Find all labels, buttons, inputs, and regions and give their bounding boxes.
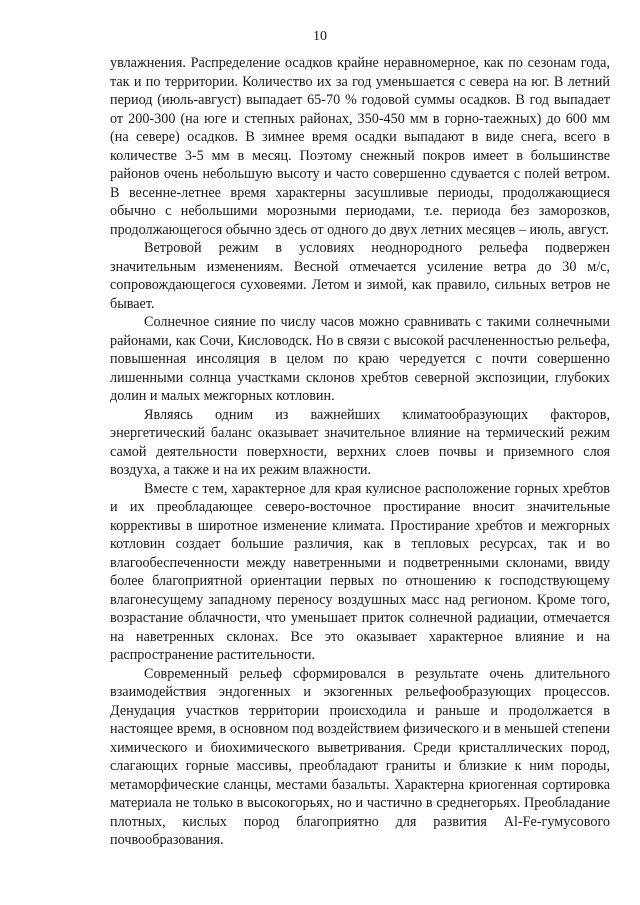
paragraph-sunshine: Солнечное сияние по числу часов можно сравнивать с такими солнечными районами, как Сочи, Кисловодск. Но в связи с высокой расчлененностью рельефа, повышенная инсоляция в целом по краю чередуется с почти совершенно лишенными солнца участками склонов хребтов северной экспозиции, глубоких долин и малых межгорных котловин. xyxy=(110,314,610,404)
body-text xyxy=(110,54,610,850)
paragraph-precipitation: увлажнения. Распределение осадков крайне неравномерное, как по сезонам года, так и по территории. Количество их за год уменьшается с севера на юг. В летний период (июль-август) выпадает 65-70 % годовой суммы осадков. В год выпадает от 200-300 (на юге и степных районах, 350-450 мм в горно-таежных) до 600 мм (на севере) осадков. В зимнее время осадки выпадают в виде снега, всего в количестве 3-5 мм в месяц. Поэтому снежный покров имеет в большинстве районов очень небольшую высоту и часто совершенно сдувается с полей ветром. В весенне-летнее время характерны засушливые периоды, продолжающиеся обычно с небольшими морозными периодами, т.е. периода без заморозков, продолжающегося обычно здесь от одного до двух летних месяцев – июль, август. xyxy=(110,55,610,238)
paragraph-energy-balance: Являясь одним из важнейших климатообразующих факторов, энергетический баланс оказывает значительное влияние на термический режим самой деятельности поверхности, верхних слоев почвы и приземного слоя воздуха, а также и на их режим влажности. xyxy=(110,406,610,478)
page-number: 10 xyxy=(313,29,327,44)
paragraph-wind: Ветровой режим в условиях неоднородного рельефа подвержен значительным изменениям. Весной отмечается усиление ветра до 30 м/с, сопровождающегося суховеями. Летом и зимой, как правило, сильных ветров не бывает. xyxy=(110,240,610,312)
paragraph-relief: Современный рельеф сформировался в результате очень длительного взаимодействия эндогенных и экзогенных рельефообразующих процессов. Денудация участков территории происходила и раньше и продолжается в настоящее время, в основном под воздействием физического и в меньшей степени химического и биохимического выветривания. Среди кристаллических пород, слагающих горные массивы, преобладают граниты и близкие к ним породы, метаморфические сланцы, местами базальты. Характерна криогенная сортировка материала не только в высокогорьях, но и частично в среднегорьях. Преобладание плотных, кислых пород благоприятно для развития Al-Fe-гумусового почвообразования. xyxy=(110,665,610,848)
paragraph-ridges: Вместе с тем, характерное для края кулисное расположение горных хребтов и их преобладающее северо-восточное простирание вносит значительные коррективы в широтное изменение климата. Простирание хребтов и межгорных котловин создает большие различия, как в тепловых ресурсах, так и во влагообеспеченности между наветренными и подветренными склонами, ввиду более благоприятной ориентации первых по отношению к господствующему влагонесущему западному переносу воздушных масс над регионом. Кроме того, возрастание облачности, что уменьшает приток солнечной радиации, отмечается на наветренных склонах. Все это оказывает характерное влияние и на распространение растительности. xyxy=(110,480,610,663)
